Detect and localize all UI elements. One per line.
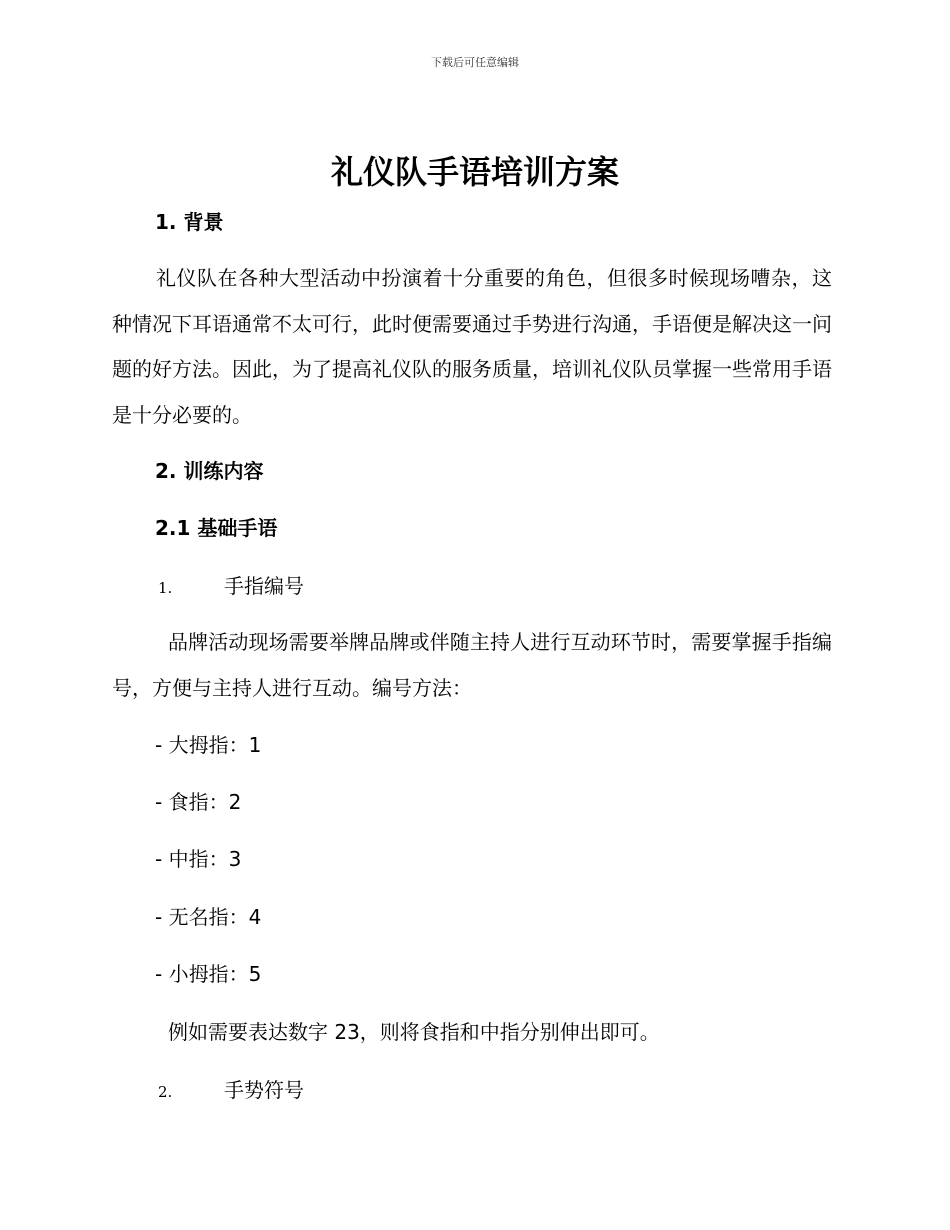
list-item-ring-finger: - 无名指：4 <box>155 905 262 929</box>
item-label: 手势符号 <box>224 1078 304 1102</box>
section-heading-training: 2. 训练内容 <box>155 459 264 483</box>
example-sentence: 例如需要表达数字 23，则将食指和中指分别伸出即可。 <box>168 1020 660 1044</box>
finger-numbering-paragraph: 品牌活动现场需要举牌品牌或伴随主持人进行互动环节时，需要掌握手指编号，方便与主持人进行互动。编号方法： <box>112 630 832 700</box>
numbered-item-finger-numbering <box>158 572 304 602</box>
numbered-item-gesture-symbols <box>158 1076 304 1106</box>
list-item-little-finger: - 小拇指：5 <box>155 962 262 986</box>
background-paragraph: 礼仪队在各种大型活动中扮演着十分重要的角色，但很多时候现场嘈杂，这种情况下耳语通常不太可行，此时便需要通过手势进行沟通，手语便是解决这一问题的好方法。因此，为了提高礼仪队的服务质量，培训礼仪队员掌握一些常用手语是十分必要的。 <box>112 266 832 427</box>
item-label: 手指编号 <box>224 574 304 598</box>
document-title: 礼仪队手语培训方案 <box>330 153 619 191</box>
subsection-heading-basic: 2.1 基础手语 <box>155 516 278 540</box>
section-heading-background: 1. 背景 <box>155 210 224 234</box>
list-item-index-finger: - 食指：2 <box>155 790 242 814</box>
list-item-thumb: - 大拇指：1 <box>155 733 262 757</box>
item-number: 2. <box>158 1083 173 1101</box>
list-item-middle-finger: - 中指：3 <box>155 847 242 871</box>
item-number: 1. <box>158 579 173 597</box>
page-header-note: 下载后可任意编辑 <box>431 56 519 69</box>
